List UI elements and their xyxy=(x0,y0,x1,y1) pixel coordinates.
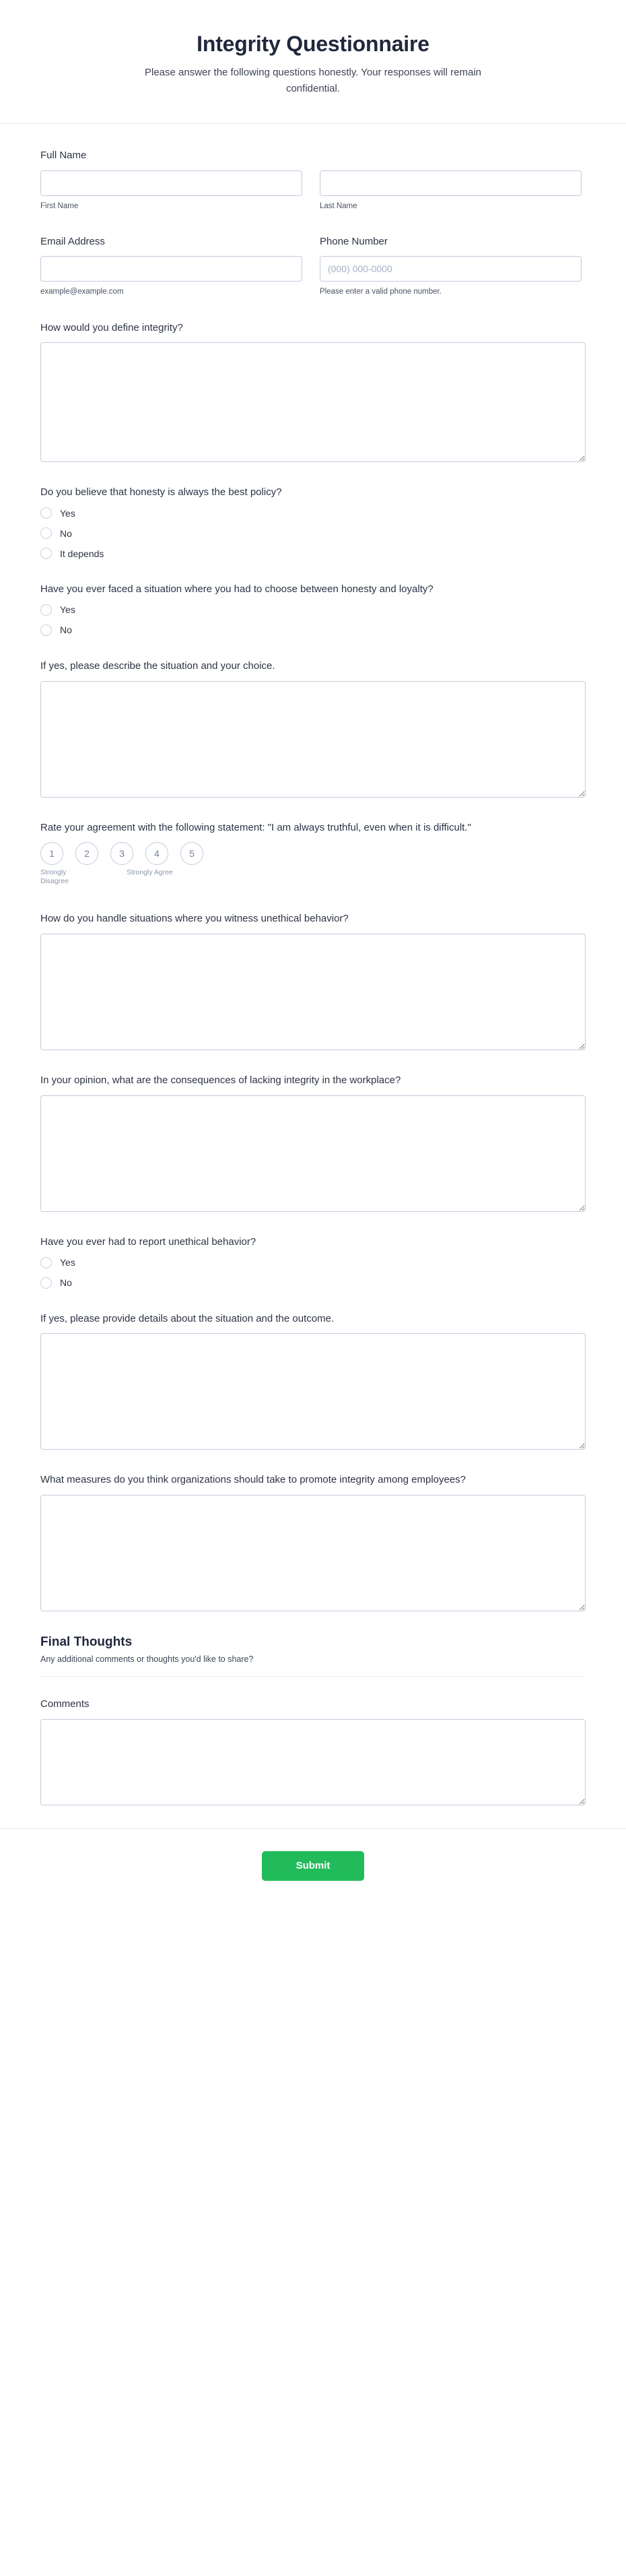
honesty-best-policy-radio-group xyxy=(40,507,586,559)
form-body xyxy=(0,124,626,1805)
honesty-vs-loyalty-radio-group xyxy=(40,604,586,636)
field-describe-situation xyxy=(40,659,586,798)
rating-option-5[interactable]: 5 xyxy=(180,842,203,865)
last-name-input[interactable] xyxy=(320,170,582,196)
first-name-sublabel: First Name xyxy=(40,201,79,210)
handle-unethical-label: How do you handle situations where you witness unethical behavior? xyxy=(40,913,349,925)
radio-circle-icon xyxy=(40,507,52,519)
rating-high-label: Strongly Agree xyxy=(127,868,173,877)
final-thoughts-section-header xyxy=(40,1634,586,1665)
honesty-vs-loyalty-label: Have you ever faced a situation where you had to choose between honesty and loyalty? xyxy=(40,583,433,595)
field-email-phone xyxy=(40,234,586,298)
radio-label: Yes xyxy=(60,604,75,616)
rating-option-1[interactable]: 1 xyxy=(40,842,63,865)
rating-scale-endpoint-labels xyxy=(40,868,203,889)
rating-scale-label: Rate your agreement with the following statement: "I am always truthful, even when it is difficult." xyxy=(40,821,471,833)
field-consequences xyxy=(40,1073,586,1212)
radio-option-it-depends[interactable] xyxy=(40,548,586,559)
form-footer xyxy=(0,1828,626,1908)
field-honesty-vs-loyalty xyxy=(40,582,586,636)
last-name-group xyxy=(320,170,582,212)
page-subtitle: Please answer the following questions honestly. Your responses will remain confidential. xyxy=(144,67,481,94)
full-name-label: Full Name xyxy=(40,149,87,161)
radio-circle-icon xyxy=(40,548,52,559)
field-define-integrity xyxy=(40,321,586,463)
report-unethical-radio-group xyxy=(40,1257,586,1289)
radio-option-no[interactable] xyxy=(40,527,586,539)
radio-circle-icon xyxy=(40,527,52,539)
form-header xyxy=(0,0,626,124)
phone-label: Phone Number xyxy=(320,235,388,247)
radio-circle-icon xyxy=(40,1277,52,1289)
measures-textarea[interactable] xyxy=(40,1495,586,1611)
measures-label: What measures do you think organizations should take to promote integrity among employees? xyxy=(40,1474,466,1486)
phone-sublabel: Please enter a valid phone number. xyxy=(320,288,442,296)
consequences-label: In your opinion, what are the consequences of lacking integrity in the workplace? xyxy=(40,1074,401,1087)
rating-scale-widget xyxy=(40,842,586,889)
rating-low-label: Strongly Disagree xyxy=(40,868,69,886)
describe-situation-textarea[interactable] xyxy=(40,681,586,798)
radio-label: No xyxy=(60,1277,72,1289)
field-full-name xyxy=(40,148,586,212)
radio-circle-icon xyxy=(40,604,52,616)
rating-scale-options xyxy=(40,842,586,865)
field-rating-scale xyxy=(40,820,586,889)
comments-textarea[interactable] xyxy=(40,1719,586,1805)
field-comments xyxy=(40,1697,586,1805)
last-name-sublabel: Last Name xyxy=(320,201,357,210)
consequences-textarea[interactable] xyxy=(40,1095,586,1212)
email-group xyxy=(40,234,302,298)
honesty-best-policy-label: Do you believe that honesty is always the best policy? xyxy=(40,486,282,498)
email-field[interactable] xyxy=(40,256,302,282)
rating-option-3[interactable]: 3 xyxy=(110,842,133,865)
handle-unethical-textarea[interactable] xyxy=(40,934,586,1050)
section-divider xyxy=(40,1676,586,1677)
final-thoughts-description: Any additional comments or thoughts you'd like to share? xyxy=(40,1654,254,1664)
radio-option-no[interactable] xyxy=(40,624,586,636)
radio-label: Yes xyxy=(60,507,75,519)
radio-label: No xyxy=(60,624,72,636)
field-report-unethical xyxy=(40,1235,586,1289)
field-report-details xyxy=(40,1312,586,1450)
comments-label: Comments xyxy=(40,1698,90,1710)
phone-group xyxy=(320,234,582,298)
rating-option-2[interactable]: 2 xyxy=(75,842,98,865)
report-unethical-label: Have you ever had to report unethical behavior? xyxy=(40,1235,256,1248)
first-name-group xyxy=(40,170,302,212)
radio-option-no[interactable] xyxy=(40,1277,586,1289)
define-integrity-label: How would you define integrity? xyxy=(40,321,183,333)
radio-label: Yes xyxy=(60,1257,75,1268)
radio-option-yes[interactable] xyxy=(40,604,586,616)
report-details-label: If yes, please provide details about the situation and the outcome. xyxy=(40,1312,335,1324)
email-label: Email Address xyxy=(40,235,105,247)
submit-button[interactable]: Submit xyxy=(262,1851,364,1881)
phone-field[interactable] xyxy=(320,256,582,282)
page-title: Integrity Questionnaire xyxy=(197,32,429,56)
field-measures xyxy=(40,1473,586,1611)
radio-circle-icon xyxy=(40,624,52,636)
radio-option-yes[interactable] xyxy=(40,507,586,519)
radio-label: No xyxy=(60,527,72,539)
first-name-input[interactable] xyxy=(40,170,302,196)
radio-label: It depends xyxy=(60,548,104,559)
define-integrity-textarea[interactable] xyxy=(40,342,586,462)
email-sublabel: example@example.com xyxy=(40,288,124,296)
radio-circle-icon xyxy=(40,1257,52,1268)
field-handle-unethical xyxy=(40,911,586,1050)
field-honesty-best-policy xyxy=(40,485,586,559)
report-details-textarea[interactable] xyxy=(40,1333,586,1450)
final-thoughts-title: Final Thoughts xyxy=(40,1635,133,1650)
rating-option-4[interactable]: 4 xyxy=(145,842,168,865)
radio-option-yes[interactable] xyxy=(40,1257,586,1268)
describe-situation-label: If yes, please describe the situation and your choice. xyxy=(40,659,275,672)
